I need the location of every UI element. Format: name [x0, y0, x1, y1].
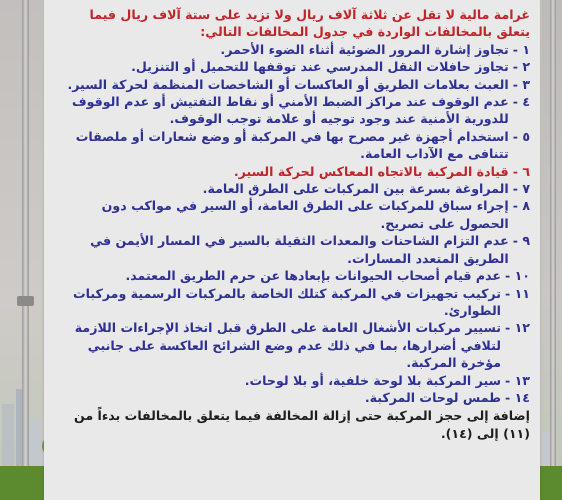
list-item — [56, 163, 530, 180]
list-item — [56, 285, 530, 320]
item-text: قيادة المركبة بالاتجاه المعاكس لحركة السير. — [233, 163, 509, 179]
item-number: ٣ - — [512, 76, 530, 92]
item-text: عدم قيام أصحاب الحيوانات بإبعادها عن حرم الطريق المعتمد. — [125, 268, 501, 284]
item-number: ٥ - — [512, 128, 530, 144]
item-number: ١٠ - — [505, 268, 530, 284]
list-item — [56, 232, 530, 267]
item-text: عدم الوقوف عند مراكز الضبط الأمني أو نقاط التفتيش أو عدم الوقوف للدورية الأمنية عند وجود توجيه أو علامة توجب الوقوف. — [72, 94, 509, 127]
item-text: عدم التزام الشاحنات والمعدات الثقيلة بالسير في المسار الأيمن في الطريق المتعدد المسارات. — [90, 233, 509, 266]
item-text: استخدام أجهزة غير مصرح بها في المركبة أو وضع شعارات أو ملصقات تتنافى مع الآداب العامة. — [75, 128, 509, 162]
footer-note: إضافة إلى حجز المركبة حتى إزالة المخالفة فيما يتعلق بالمخالفات بدءاً من (١١) إلى (١٤). — [74, 408, 530, 441]
item-text: تجاوز إشارة المرور الضوئية أثناء الضوء الأحمر. — [220, 41, 509, 57]
violations-list — [56, 6, 530, 442]
list-item — [56, 180, 530, 197]
item-number: ١٤ - — [505, 389, 530, 405]
list-item — [56, 128, 530, 163]
item-text: تجاوز حافلات النقل المدرسي عند توقفها للتحميل أو التنزيل. — [131, 59, 509, 75]
item-text: العبث بعلامات الطريق أو العاكسات أو الشاخصات المنظمة لحركة السير. — [67, 76, 509, 92]
list-item — [56, 76, 530, 93]
signpost-bracket — [17, 296, 34, 306]
signpost-pole-left — [22, 0, 29, 470]
item-text: إجراء سباق للمركبات على الطرق العامة، أو السير في مواكب دون الحصول على تصريح. — [101, 198, 509, 231]
list-item — [56, 58, 530, 75]
item-number: ١١ - — [505, 285, 530, 301]
item-number: ٦ - — [512, 163, 530, 179]
list-item — [56, 372, 530, 389]
item-number: ٢ - — [512, 59, 530, 75]
list-item — [56, 389, 530, 406]
item-number: ١٣ - — [505, 372, 530, 388]
item-number: ٧ - — [512, 181, 530, 197]
list-item — [56, 319, 530, 371]
list-item — [56, 93, 530, 128]
item-text: تركيب تجهيزات في المركبة كتلك الخاصة بالمركبات الرسمية ومركبات الطوارئ. — [72, 285, 501, 318]
list-item — [56, 267, 530, 284]
item-number: ٨ - — [512, 198, 530, 214]
item-number: ٤ - — [512, 94, 530, 110]
item-text: سير المركبة بلا لوحة خلفية، أو بلا لوحات. — [244, 372, 501, 388]
item-text: تسيير مركبات الأشغال العامة على الطرق قبل اتخاذ الإجراءات اللازمة لتلافي أضرارها، بما في ذلك عدم وضع الشرائح العاكسة على جانبي مؤخرة المركبة. — [74, 320, 501, 371]
item-number: ٩ - — [512, 233, 530, 249]
list-item — [56, 197, 530, 232]
item-number: ١ - — [512, 41, 530, 57]
list-item — [56, 41, 530, 58]
item-number: ١٢ - — [505, 320, 530, 336]
signpost-pole-right — [550, 0, 556, 470]
item-text: طمس لوحات المركبة. — [364, 389, 501, 405]
items-container — [56, 41, 530, 407]
item-text: المراوغة بسرعة بين المركبات على الطرق العامة. — [202, 181, 509, 197]
intro-heading: غرامة مالية لا تقل عن ثلاثة آلاف ريال ولا تزيد على ستة آلاف ريال فيما يتعلق بالمخالفات الواردة في جدول المخالفات التالي: — [89, 7, 530, 40]
